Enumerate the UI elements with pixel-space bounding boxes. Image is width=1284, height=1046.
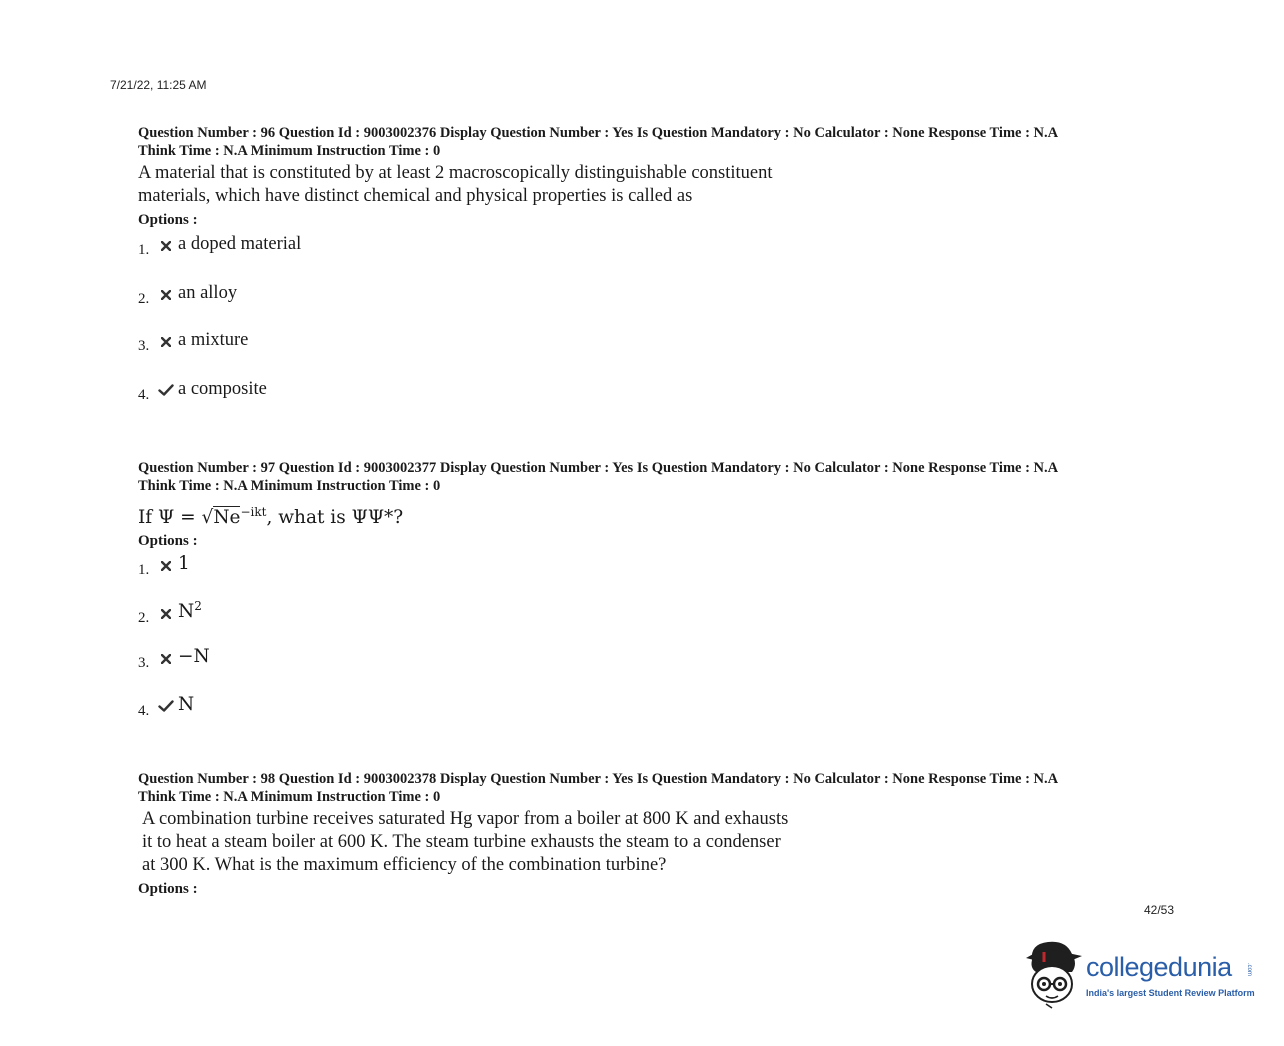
option-3 [138,330,248,354]
option-4 [138,379,267,403]
question-meta-time: Think Time : N.A Minimum Instruction Time : 0 [138,143,441,159]
option-text: −N [178,646,210,667]
question-text-line: at 300 K. What is the maximum efficiency of the combination turbine? [142,855,667,875]
question-text-line: materials, which have distinct chemical and physical properties is called as [138,186,693,206]
question-text-line: A combination turbine receives saturated Hg vapor from a boiler at 800 K and exhausts [142,809,789,829]
option-number: 2. [138,291,150,307]
question-text-prefix: If Ψ = √ [138,507,214,529]
question-text-exponent: −ikt [240,505,267,519]
question-text-line: it to heat a steam boiler at 600 K. The steam turbine exhausts the steam to a condenser [142,832,781,852]
option-3 [138,646,210,670]
option-2 [138,599,202,627]
question-meta: Question Number : 96 Question Id : 9003002376 Display Question Number : Yes Is Question Mandatory : No Calculator : None Response Time : N.A [138,125,1059,141]
option-text: a mixture [178,330,249,350]
option-text-exponent: 2 [194,599,202,613]
option-text: an alloy [178,283,238,303]
question-text [138,162,1158,208]
options-label: Options : [138,881,198,897]
option-number: 2. [138,610,150,627]
question-text-suffix: , what is ΨΨ*? [266,507,404,529]
option-number: 3. [138,655,150,671]
brand-name: collegedunia [1086,952,1232,982]
option-text: a doped material [178,234,302,254]
option-1 [138,234,301,258]
options-list-96 [138,234,1158,414]
check-icon [156,700,176,712]
option-number: 4. [138,387,150,403]
question-meta-time: Think Time : N.A Minimum Instruction Time : 0 [138,789,441,805]
option-2 [138,283,237,307]
option-text [178,599,202,622]
question-97 [138,459,1158,550]
option-text: N [178,694,195,715]
question-meta: Question Number : 97 Question Id : 9003002377 Display Question Number : Yes Is Question Mandatory : No Calculator : None Response Time : N.A [138,460,1059,476]
option-number: 3. [138,338,150,354]
option-4 [138,694,194,718]
options-label: Options : [138,212,198,228]
option-number: 4. [138,703,150,719]
option-text: a composite [178,379,267,399]
cross-icon [156,561,176,571]
cross-icon [156,609,176,619]
option-1 [138,553,190,577]
option-text-base: N [178,601,195,623]
cross-icon [156,654,176,664]
question-meta-time: Think Time : N.A Minimum Instruction Time : 0 [138,478,441,494]
page-number: 42/53 [1144,903,1175,917]
option-text: 1 [178,553,190,574]
question-98 [138,770,1158,898]
options-label: Options : [138,533,198,550]
options-list-97 [138,553,1158,723]
question-text-radicand: Ne [213,507,241,529]
collegedunia-logo[interactable] [1022,938,1254,1010]
check-icon [156,384,176,396]
brand-suffix: .com [1246,963,1252,977]
question-text-line: A material that is constituted by at least 2 macroscopically distinguishable constituent [138,163,773,183]
cross-icon [156,241,176,251]
cross-icon [156,337,176,347]
question-96 [138,124,1158,229]
cross-icon [156,290,176,300]
option-number: 1. [138,562,150,578]
brand-tagline: India's largest Student Review Platform [1086,988,1255,998]
mascot-icon [1022,938,1086,1010]
question-text [138,501,1158,529]
question-meta: Question Number : 98 Question Id : 9003002378 Display Question Number : Yes Is Question Mandatory : No Calculator : None Response Time : N.A [138,771,1059,787]
question-text [142,808,1158,877]
print-timestamp: 7/21/22, 11:25 AM [110,78,207,92]
option-number: 1. [138,242,150,258]
